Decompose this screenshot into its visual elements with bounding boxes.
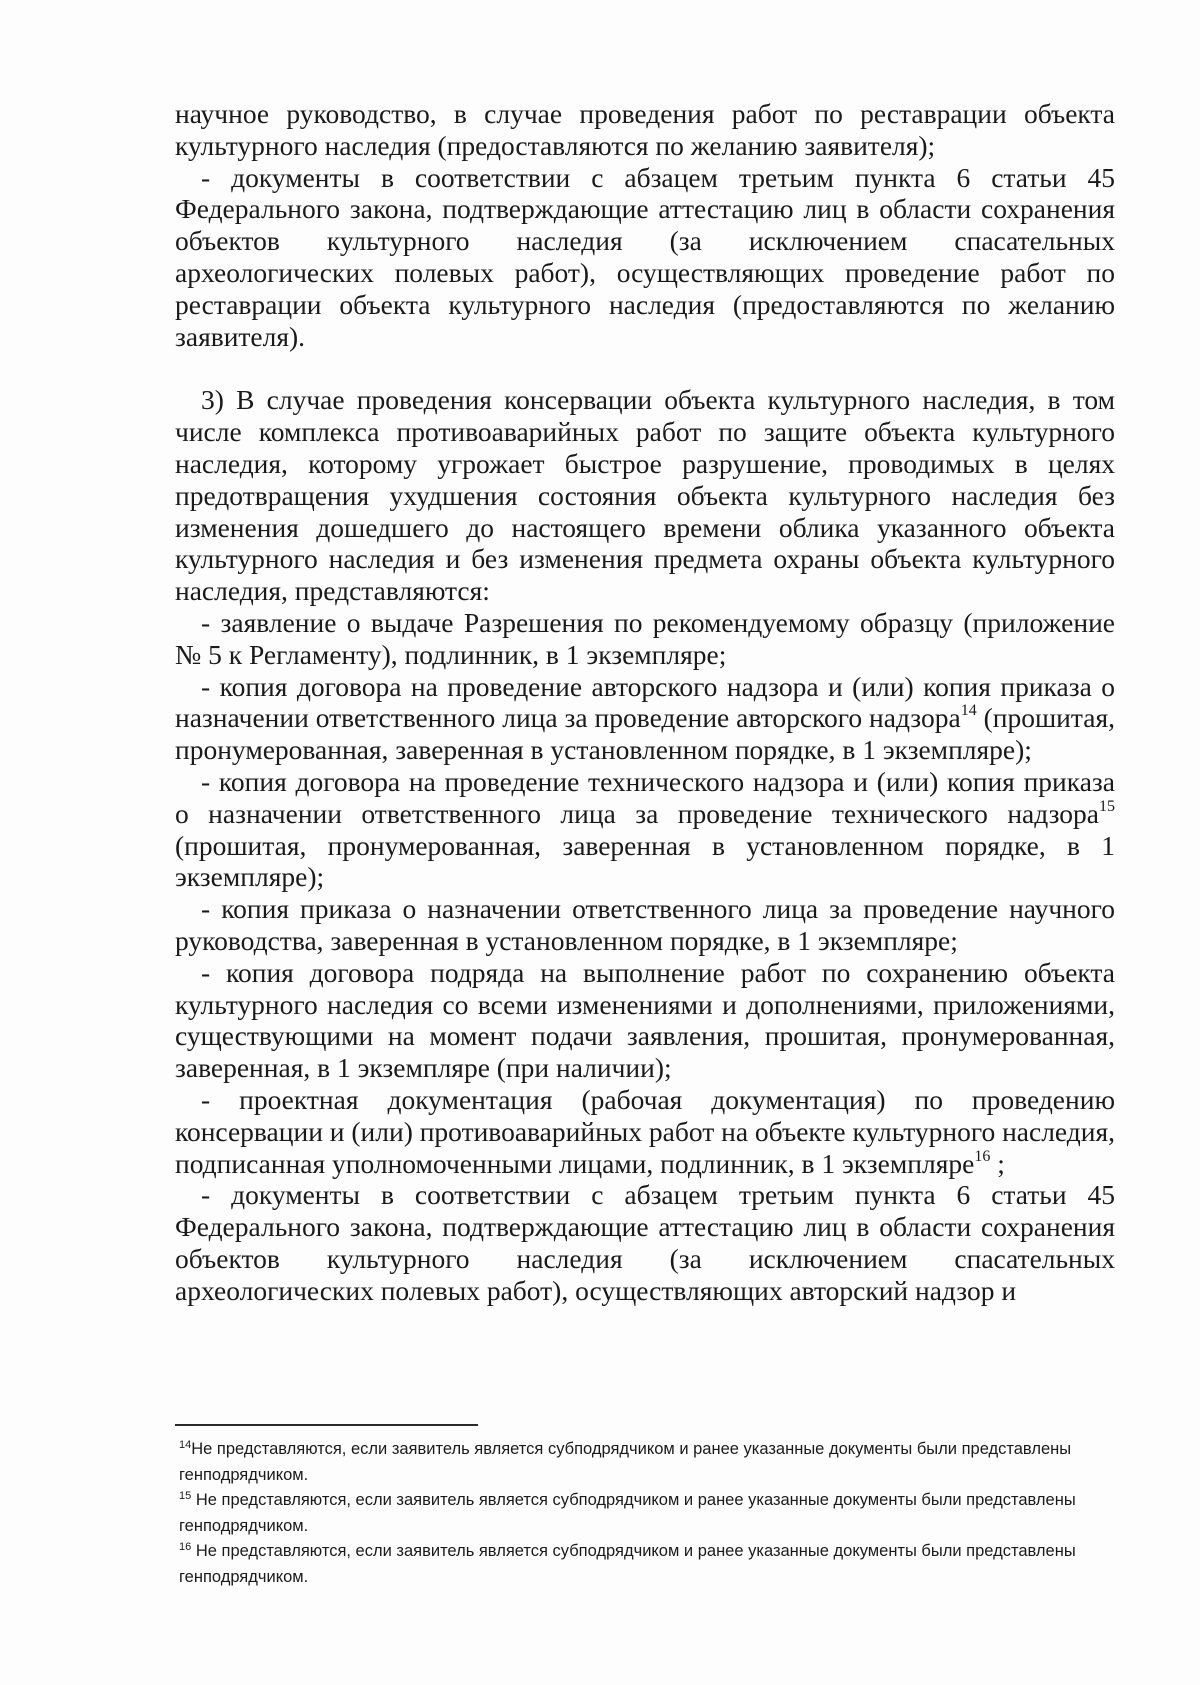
list-item-text: - копия договора на проведение технического надзора и (или) копия приказа о назначении ответственного лица за проведение технического надзора: [175, 765, 1115, 829]
list-item-text: (прошитая, пронумерованная, заверенная в установленном порядке, в 1 экземпляре);: [175, 829, 1115, 893]
footnote-16: [179, 1539, 1099, 1590]
footnote-divider: [175, 1424, 478, 1426]
list-item-technical-supervision: [175, 766, 1115, 893]
footnote-text: Не представляются, если заявитель является субподрядчиком и ранее указанные документы были представлены генподрядчиком.: [179, 1491, 1076, 1535]
paragraph-continuation: научное руководство, в случае проведения работ по реставрации объекта культурного наследия (предоставляются по желанию заявителя);: [175, 98, 1115, 161]
list-item-contract: - копия договора подряда на выполнение работ по сохранению объекта культурного наследия со всеми изменениями и дополнениями, приложениями, существующими на момент подачи заявления, прошитая, пронумерованная, заверенная, в 1 экземпляре (при наличии);: [175, 956, 1115, 1084]
list-item-project-docs: [175, 1084, 1115, 1179]
footnote-number: 15: [179, 1490, 192, 1502]
footnote-15: [179, 1488, 1099, 1539]
main-text: [175, 98, 1115, 1306]
list-item-text: ;: [990, 1147, 1005, 1179]
footnote-ref-16[interactable]: 16: [974, 1147, 991, 1165]
list-item-text: (прошитая, пронумерованная, заверенная в установленном порядке, в 1 экземпляре);: [175, 702, 1115, 766]
list-item-certification-docs-2: - документы в соответствии с абзацем третьим пункта 6 статьи 45 Федерального закона, подтверждающие аттестацию лиц в области сохранения объектов культурного наследия (за исключением спасательных археологических полевых работ), осуществляющих авторский надзор и: [175, 1179, 1115, 1306]
list-item-certification-docs: - документы в соответствии с абзацем третьим пункта 6 статьи 45 Федерального закона, подтверждающие аттестацию лиц в области сохранения объектов культурного наследия (за исключением спасательных археологических полевых работ), осуществляющих проведение работ по реставрации объекта культурного наследия (предоставляются по желанию заявителя).: [175, 161, 1115, 352]
list-item-scientific-lead: - копия приказа о назначении ответственного лица за проведение научного руководства, заверенная в установленном порядке, в 1 экземпляре;: [175, 893, 1115, 956]
footnote-number: 14: [179, 1439, 192, 1451]
footnote-text: Не представляются, если заявитель является субподрядчиком и ранее указанные документы были представлены генподрядчиком.: [179, 1440, 1072, 1484]
footnote-14: [179, 1437, 1099, 1488]
list-item-text: - копия договора на проведение авторского надзора и (или) копия приказа о назначении ответственного лица за проведение авторского надзора: [175, 670, 1115, 734]
paragraph-conservation-intro: 3) В случае проведения консервации объекта культурного наследия, в том числе комплекса противоаварийных работ по защите объекта культурного наследия, которому угрожает быстрое разрушение, проводимых в целях предотвращения ухудшения состояния объекта культурного наследия без изменения дошедшего до настоящего времени облика указанного объекта культурного наследия и без изменения предмета охраны объекта культурного наследия, представляются:: [175, 384, 1115, 607]
footnote-text: Не представляются, если заявитель является субподрядчиком и ранее указанные документы были представлены генподрядчиком.: [179, 1542, 1076, 1586]
list-item-text: - проектная документация (рабочая документация) по проведению консервации и (или) противоаварийных работ на объекте культурного наследия, подписанная уполномоченными лицами, подлинник, в 1 экземпляре: [175, 1083, 1115, 1179]
footnote-ref-15[interactable]: 15: [1099, 797, 1115, 815]
footnote-ref-14[interactable]: 14: [960, 702, 977, 720]
footnotes: [179, 1437, 1099, 1590]
footnote-number: 16: [179, 1541, 192, 1553]
list-item-author-supervision: [175, 671, 1115, 766]
list-item-application: - заявление о выдаче Разрешения по рекомендуемому образцу (приложение № 5 к Регламенту), подлинник, в 1 экземпляре;: [175, 606, 1115, 670]
